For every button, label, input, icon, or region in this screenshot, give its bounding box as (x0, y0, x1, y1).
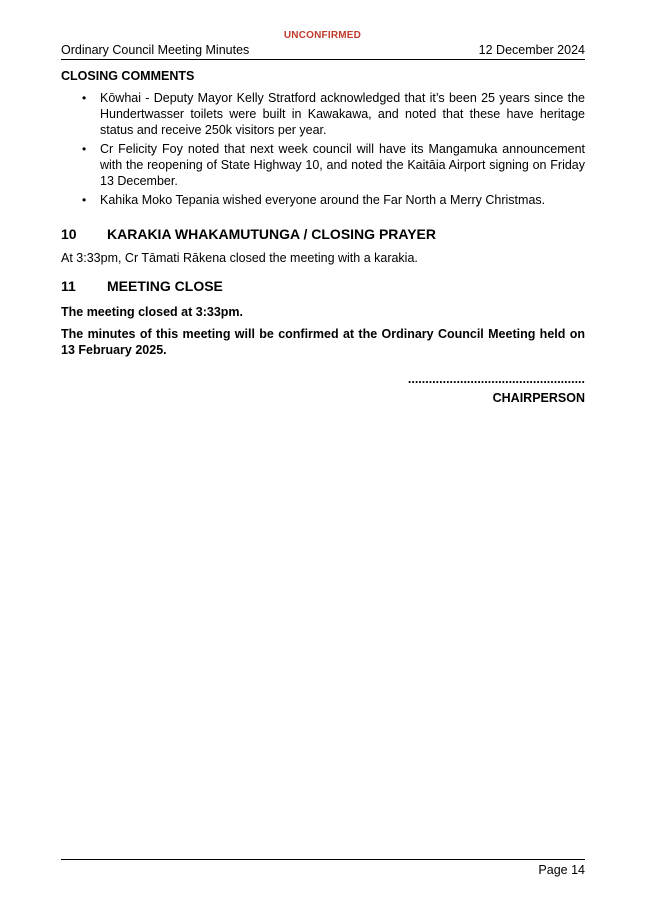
signature-line: ................................................... (407, 372, 585, 386)
section-number: 10 (61, 226, 77, 242)
bullet-text: Kahika Moko Tepania wished everyone around the Far North a Merry Christmas. (100, 193, 546, 207)
page-content (61, 68, 585, 358)
section-11-heading (61, 277, 585, 295)
list-item (61, 90, 585, 138)
section-title: KARAKIA WHAKAMUTUNGA / CLOSING PRAYER (107, 226, 436, 242)
closing-comments-heading: CLOSING COMMENTS (61, 69, 195, 83)
meeting-closed-text: The meeting closed at 3:33pm. (61, 305, 243, 319)
section-10-heading (61, 225, 585, 243)
section-title: MEETING CLOSE (107, 278, 223, 294)
list-item (61, 192, 585, 208)
page-number: Page 14 (538, 863, 585, 877)
chairperson-label: CHAIRPERSON (492, 391, 585, 405)
bullet-icon: • (82, 193, 87, 207)
header-date: 12 December 2024 (478, 43, 585, 57)
bullet-text: Kōwhai - Deputy Mayor Kelly Stratford acknowledged that it’s been 25 years since the Hundertwasser toilets were built in Kawakawa, and noted that these have heritage status and receive 250k visitors per year. (100, 91, 585, 137)
header-divider (61, 59, 585, 60)
unconfirmed-stamp: UNCONFIRMED (283, 30, 362, 41)
list-item (61, 141, 585, 189)
minutes-confirmation-text: The minutes of this meeting will be confirmed at the Ordinary Council Meeting held on 13 February 2025. (61, 327, 585, 357)
closing-comments-list (61, 90, 585, 208)
section-number: 11 (61, 278, 76, 294)
bullet-text: Cr Felicity Foy noted that next week council will have its Mangamuka announcement with the reopening of State Highway 10, and noted the Kaitāia Airport signing on Friday 13 December. (100, 142, 585, 188)
header-title: Ordinary Council Meeting Minutes (61, 43, 250, 57)
bullet-icon: • (82, 91, 87, 105)
bullet-icon: • (82, 142, 87, 156)
footer-divider (61, 859, 585, 860)
section-10-text: At 3:33pm, Cr Tāmati Rākena closed the meeting with a karakia. (61, 251, 418, 265)
